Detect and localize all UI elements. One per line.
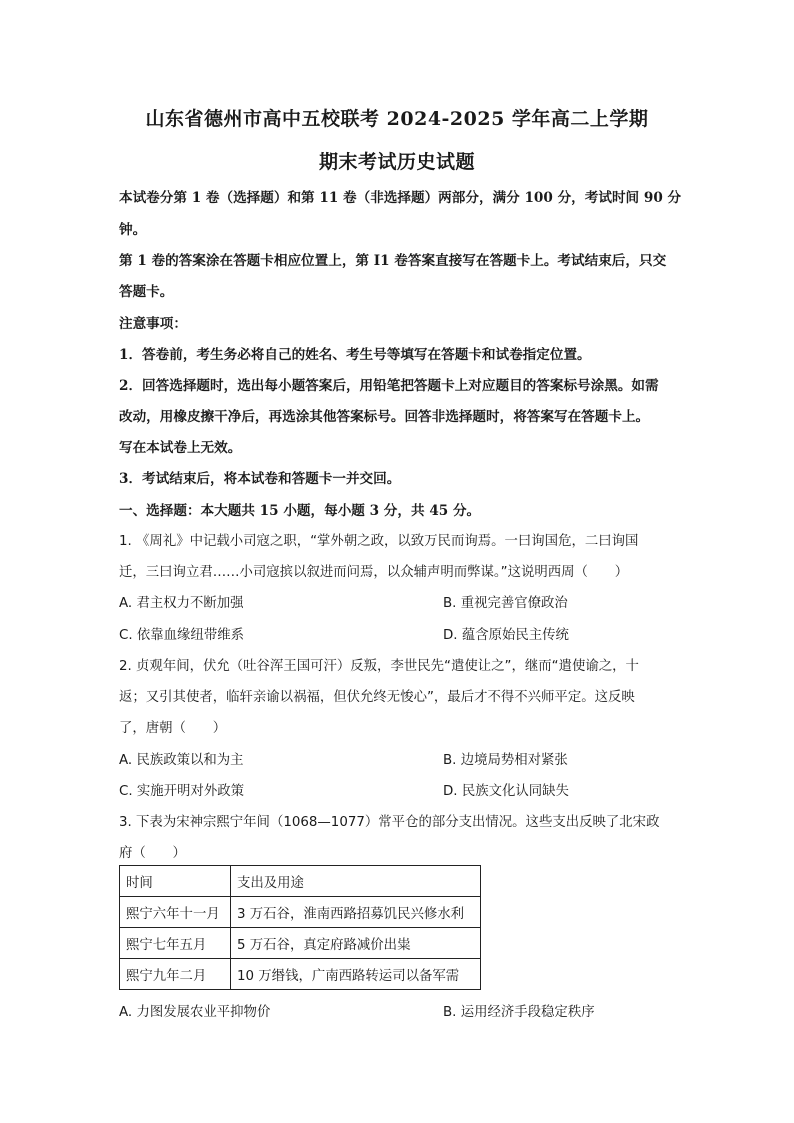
section-heading: 一、选择题：本大题共 15 小题，每小题 3 分，共 45 分。 — [119, 503, 481, 519]
intro-line: 钟。 — [119, 222, 147, 238]
table-header-row — [120, 866, 481, 897]
question-2-stem: 了，唐朝（ ） — [119, 721, 227, 736]
question-3-stem: 府（ ） — [119, 846, 186, 861]
intro-line: 答题卡。 — [119, 284, 174, 300]
question-3-option-b: B. 运用经济手段稳定秩序 — [443, 1005, 595, 1020]
table-cell: 10 万缗钱，广南西路转运司以备军需 — [231, 959, 481, 990]
exam-title-line1: 山东省德州市高中五校联考 2024-2025 学年高二上学期 — [145, 108, 649, 130]
table-row — [120, 928, 481, 959]
exam-title-line2: 期末考试历史试题 — [318, 151, 475, 173]
question-1-option-b: B. 重视完善官僚政治 — [443, 596, 568, 611]
notes-item: 改动，用橡皮擦干净后，再选涂其他答案标号。回答非选择题时，将答案写在答题卡上。 — [119, 409, 650, 425]
question-1-option-c: C. 依靠血缘纽带维系 — [119, 628, 244, 643]
notes-heading: 注意事项： — [119, 316, 187, 332]
question-3-option-a: A. 力图发展农业平抑物价 — [119, 1005, 271, 1020]
question-1-option-d: D. 蕴含原始民主传统 — [443, 628, 569, 643]
table-header-cell: 支出及用途 — [231, 866, 481, 897]
table-cell: 5 万石谷，真定府路减价出粜 — [231, 928, 481, 959]
table-cell: 3 万石谷，淮南西路招募饥民兴修水利 — [231, 897, 481, 928]
question-3-stem: 3. 下表为宋神宗熙宁年间（1068—1077）常平仓的部分支出情况。这些支出反映了北宋政 — [119, 815, 660, 830]
notes-item: 写在本试卷上无效。 — [119, 440, 242, 456]
table-header-cell: 时间 — [120, 866, 231, 897]
expenditure-table — [119, 865, 481, 990]
question-2-option-a: A. 民族政策以和为主 — [119, 753, 244, 768]
table-cell: 熙宁七年五月 — [120, 928, 231, 959]
notes-item: 3．考试结束后，将本试卷和答题卡一并交回。 — [119, 471, 401, 487]
question-2-stem: 返；又引其使者，临轩亲谕以祸福，但伏允终无悛心”，最后才不得不兴师平定。这反映 — [119, 690, 635, 705]
question-1-option-a: A. 君主权力不断加强 — [119, 596, 244, 611]
question-2-option-d: D. 民族文化认同缺失 — [443, 784, 569, 799]
table-cell: 熙宁六年十一月 — [120, 897, 231, 928]
question-2-option-c: C. 实施开明对外政策 — [119, 784, 244, 799]
table-row — [120, 897, 481, 928]
intro-line: 第 1 卷的答案涂在答题卡相应位置上，第 I1 卷答案直接写在答题卡上。考试结束后，只交 — [119, 253, 667, 269]
question-1-stem: 迁，三曰询立君……小司寇摈以叙进而问焉，以众辅声明而弊谋。”这说明西周（ ） — [119, 565, 629, 580]
table-cell: 熙宁九年二月 — [120, 959, 231, 990]
table-row — [120, 959, 481, 990]
intro-line: 本试卷分第 1 卷（选择题）和第 11 卷（非选择题）两部分，满分 100 分，考试时间 90 分 — [119, 190, 682, 206]
notes-item: 2．回答选择题时，选出每小题答案后，用铅笔把答题卡上对应题目的答案标号涂黑。如需 — [119, 378, 659, 394]
question-1-stem: 1. 《周礼》中记载小司寇之职，“掌外朝之政，以致万民而询焉。一曰询国危，二曰询国 — [119, 534, 639, 549]
question-2-stem: 2. 贞观年间，伏允（吐谷浑王国可汗）反叛，李世民先“遣使让之”，继而“遣使谕之，十 — [119, 659, 639, 674]
question-2-option-b: B. 边境局势相对紧张 — [443, 753, 568, 768]
notes-item: 1．答卷前，考生务必将自己的姓名、考生号等填写在答题卡和试卷指定位置。 — [119, 347, 591, 363]
